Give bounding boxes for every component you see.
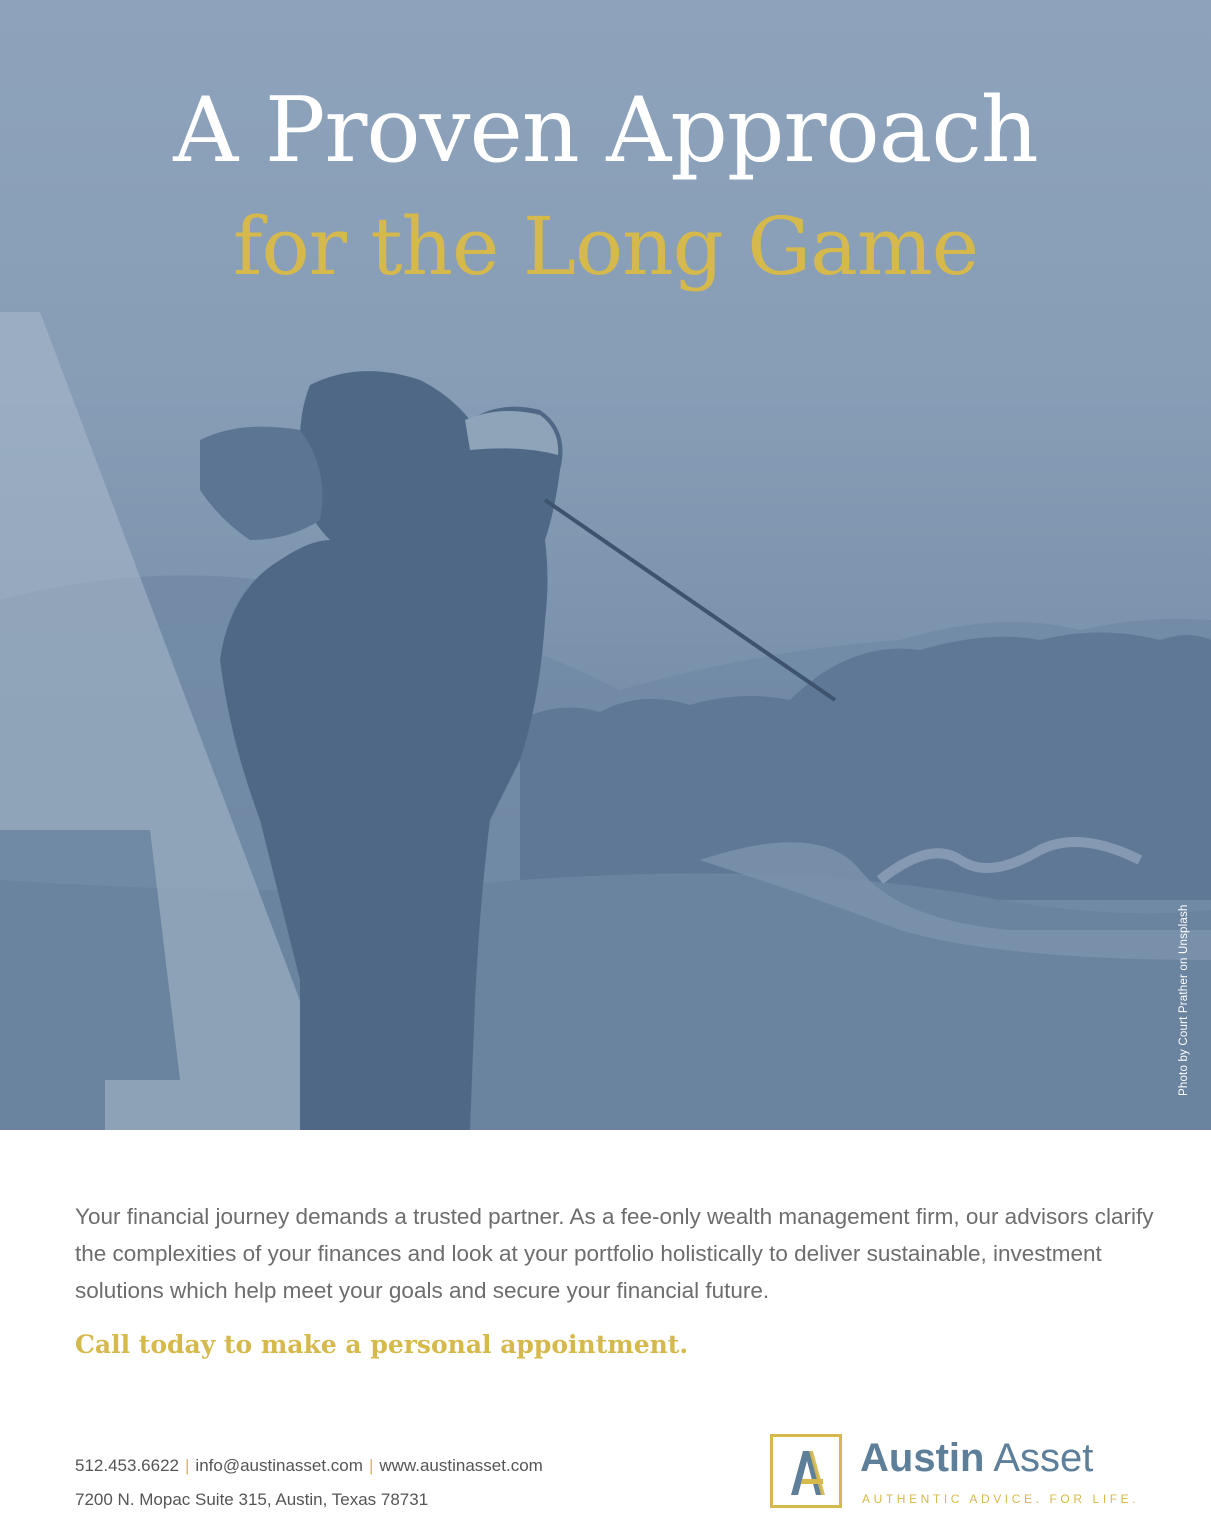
contact-line xyxy=(75,1456,543,1476)
brand-name xyxy=(860,1436,1093,1481)
logo-mark xyxy=(770,1434,842,1508)
logo-a-icon xyxy=(773,1437,839,1505)
phone-number[interactable]: 512.453.6622 xyxy=(75,1456,179,1475)
body-copy: Your financial journey demands a trusted partner. As a fee-only wealth management firm, our advisors clarify the complexities of your finances and look at your portfolio holistically to deliver sustainable, investment solutions which help meet your goals and secure your financial future. xyxy=(75,1204,1154,1303)
brand-name-light: Asset xyxy=(993,1436,1094,1480)
divider: | xyxy=(185,1456,190,1475)
divider: | xyxy=(368,1456,374,1475)
email-link[interactable]: info@austinasset.com xyxy=(195,1456,363,1475)
brand-tagline: AUTHENTIC ADVICE. FOR LIFE. xyxy=(862,1492,1140,1506)
photo-credit: Photo by Court Prather on Unsplash xyxy=(1178,904,1190,1096)
website-link[interactable]: www.austinasset.com xyxy=(379,1456,543,1475)
brand-name-bold: Austin xyxy=(860,1436,985,1480)
headline-line-1: A Proven Approach xyxy=(173,78,1038,183)
call-to-action: Call today to make a personal appointment. xyxy=(75,1330,689,1359)
address: 7200 N. Mopac Suite 315, Austin, Texas 78731 xyxy=(75,1490,429,1509)
headline-line-2: for the Long Game xyxy=(232,200,979,293)
